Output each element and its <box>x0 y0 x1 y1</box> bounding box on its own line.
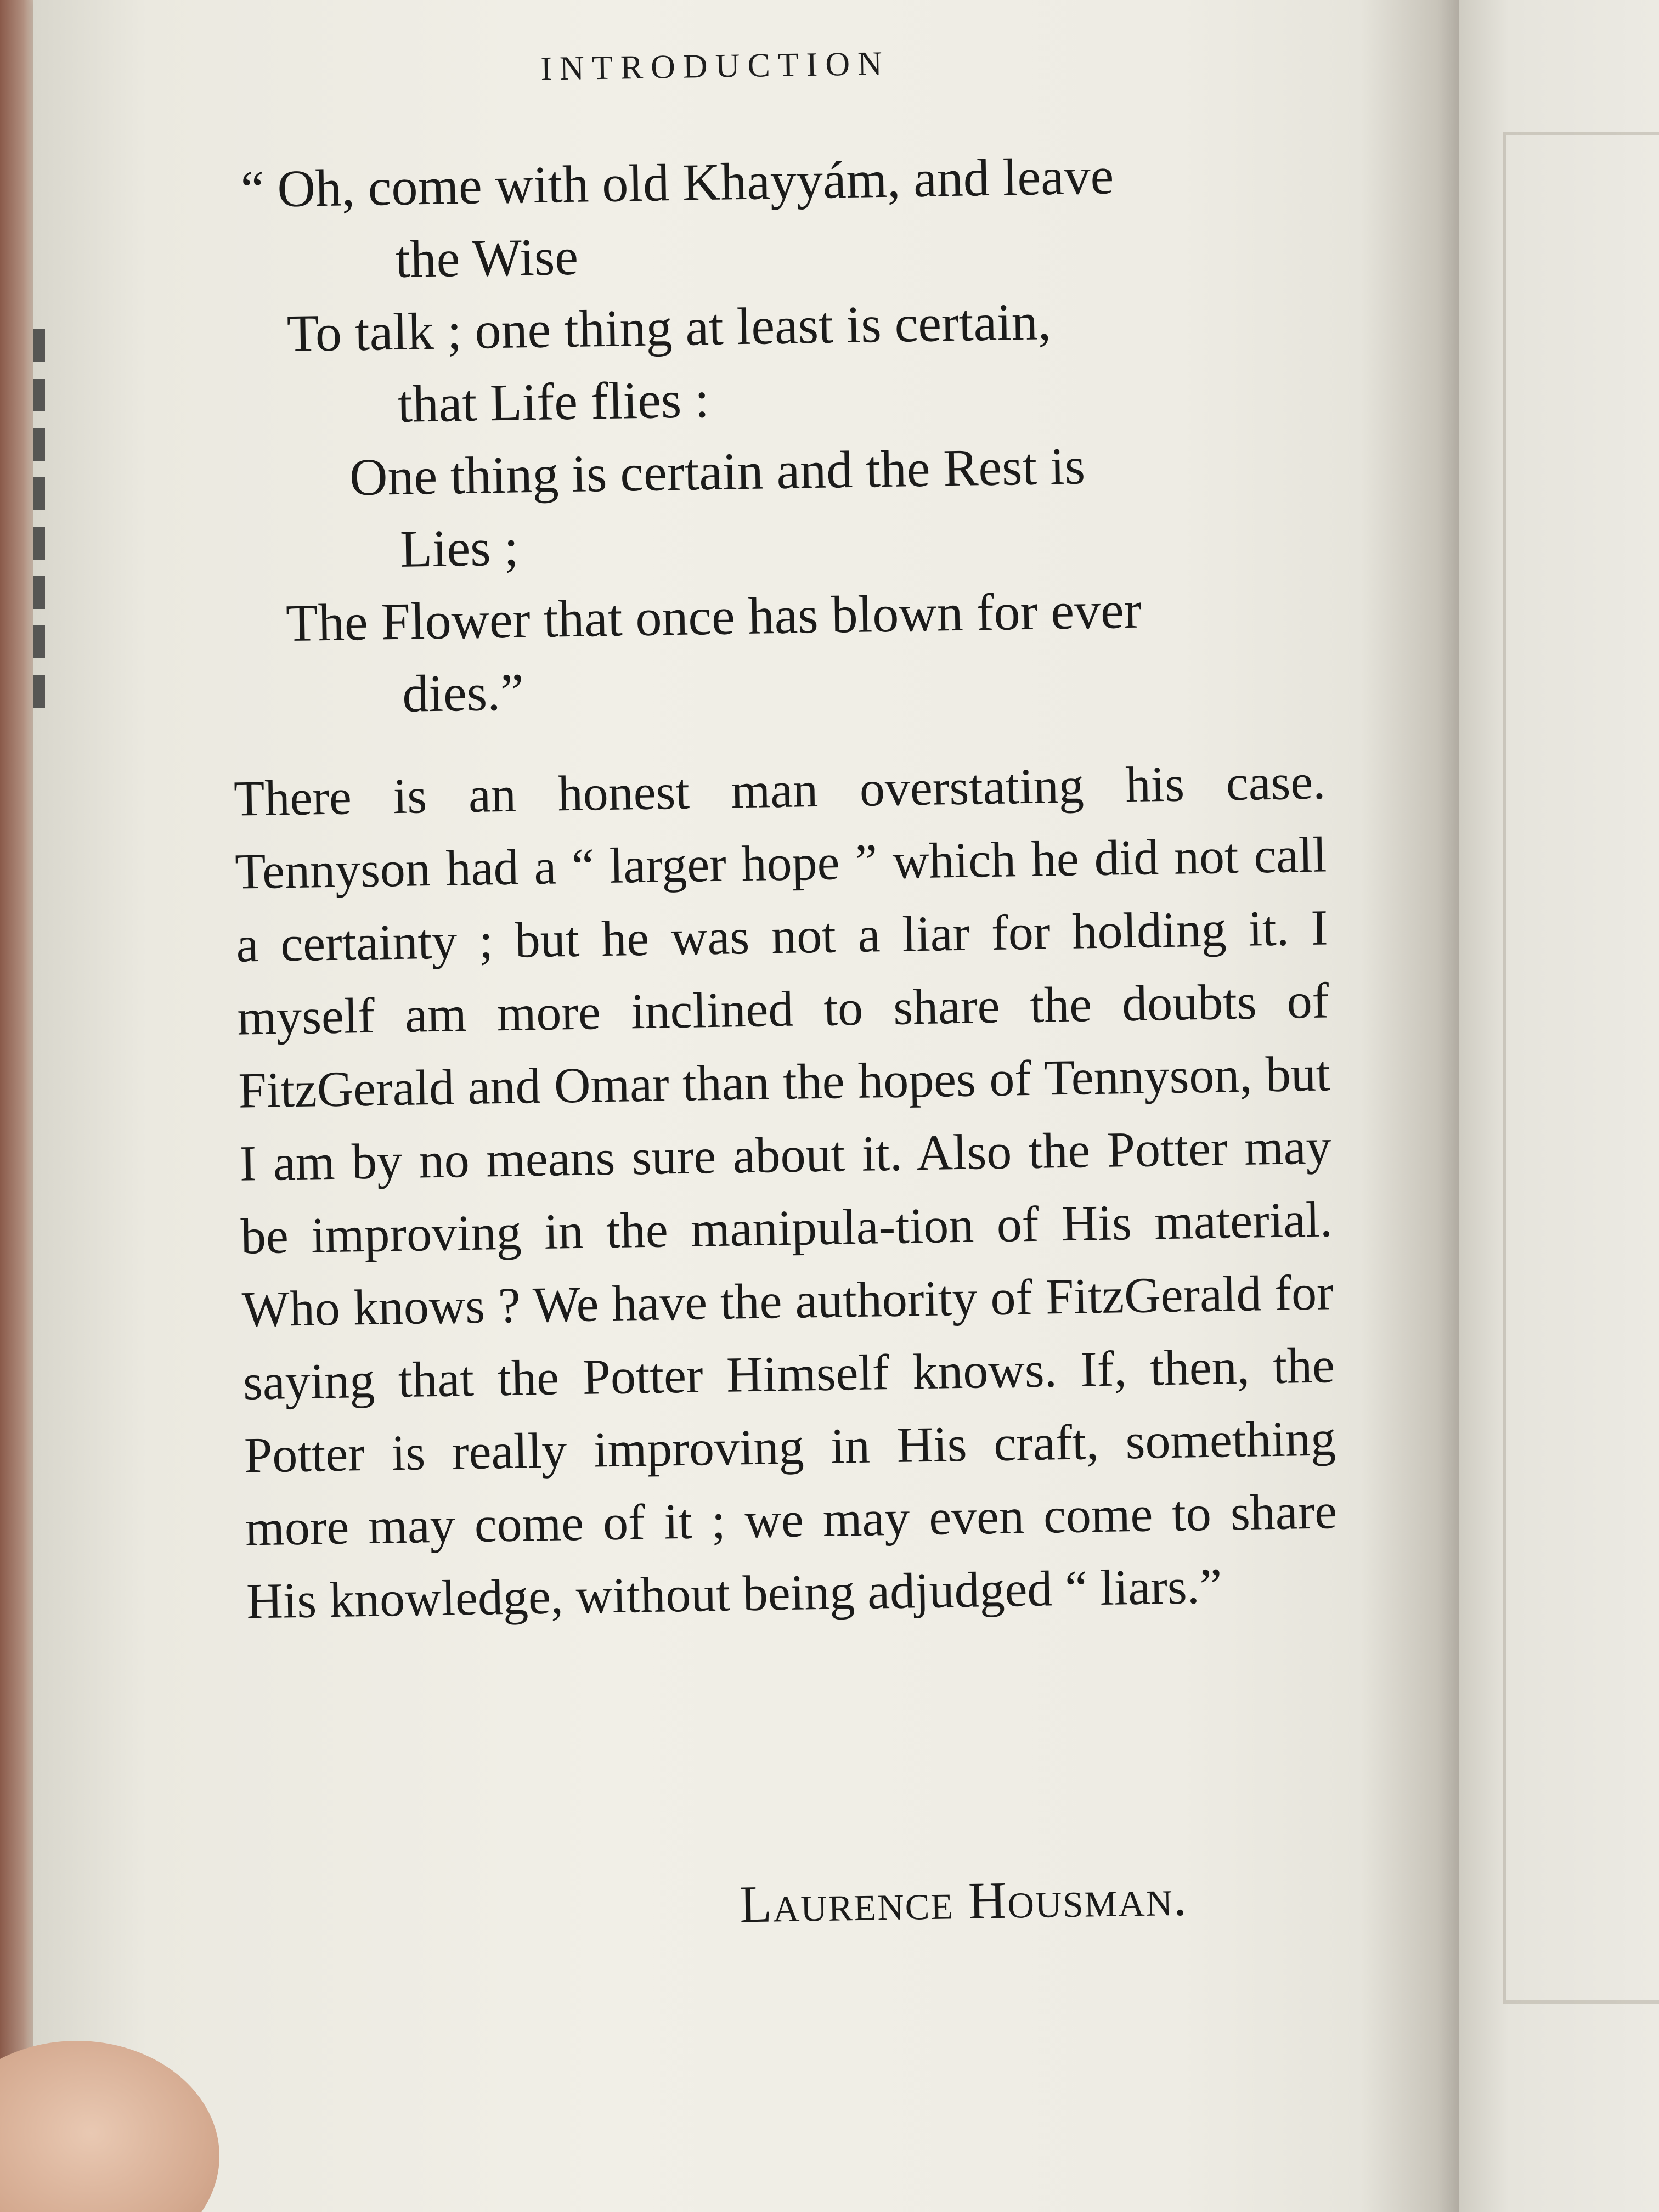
verse-line: that Life flies : <box>397 369 710 433</box>
verse-line: Lies ; <box>399 517 519 578</box>
facing-page-border <box>1503 132 1659 2004</box>
page-gutter-shadow <box>1361 0 1470 2212</box>
verse-line: the Wise <box>395 227 579 289</box>
verse-line: “ Oh, come with old Khayyám, and leave <box>240 146 1114 219</box>
body-paragraph: There is an honest man overstating his case. Tennyson had a “ larger hope ” which he did not call a certainty ; but he was not a liar for holding it. I myself am more inclined to share the doubts of FitzGerald and Omar than the hopes of Tennyson, but I am by no means sure about it. Also the Potter may be improving in the manipula-tion of His material. Who knows ? We have the authority of FitzGerald for saying that the Potter Himself knows. If, then, the Potter is really improving in His craft, something more may come of it ; we may even come to share His knowledge, without being adjudged “ liars.” <box>233 753 1338 1629</box>
author-signature: Laurence Housman. <box>739 1867 1188 1934</box>
verse-line: dies.” <box>402 662 524 723</box>
verse-quotation <box>218 137 1313 733</box>
running-head: INTRODUCTION <box>540 44 890 88</box>
verse-line: The Flower that once has blown for ever <box>285 580 1142 653</box>
verse-line: One thing is certain and the Rest is <box>349 436 1086 507</box>
verse-line: To talk ; one thing at least is certain, <box>286 292 1052 363</box>
binding-stitch-marks <box>33 329 45 724</box>
